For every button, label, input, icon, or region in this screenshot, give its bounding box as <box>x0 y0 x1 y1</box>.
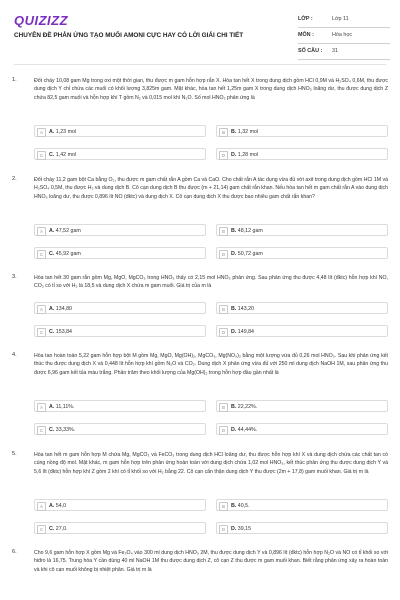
meta-row-question-count <box>298 44 390 60</box>
option-letter: A <box>37 128 46 137</box>
option-label: C. <box>49 328 55 335</box>
option-label: D. <box>231 250 237 257</box>
question-number: 3. <box>12 274 17 280</box>
meta-row-subject <box>298 28 390 44</box>
option-letter: A <box>37 403 46 412</box>
question-number: 5. <box>12 451 17 457</box>
option-letter: B <box>219 128 228 137</box>
question-stem: Hòa tan hết 30 gam rắn gồm Mg, MgO, MgCO₃ trong HNO₃ thấy có 2,15 mol HNO₃ phản ứng. Sau phản ứng thu được 4,48 lít (đktc) hỗn hợp khí NO, CO₂ có tỉ so với H₂ là 18,5 và dung dịch X chứa m gam muối. Giá trị của m là <box>34 275 388 290</box>
option-c[interactable] <box>34 148 206 160</box>
header-divider <box>14 64 386 65</box>
meta-key: MÔN : <box>298 32 314 38</box>
question-stem: Đốt cháy 10,08 gam Mg trong oxi một thời gian, thu được m gam hỗn hợp rắn X. Hòa tan hết X trong dung dịch gồm HCl 0,9M và H₂SO₄ 0,6M, thu được dung dịch Y chỉ chứa các muối có khối lượng 3,825m gam. Mặt khác, hòa tan hết 1,25m gam X trong dung dịch HNO₃ loãng dư, thu được dung dịch Z chứa 82,5 gam muối và hỗn hợp khí T gồm N₂ và 0,015 mol khí N₂O. Số mol HNO₃ phản ứng là <box>34 78 388 101</box>
meta-row-class <box>298 12 390 28</box>
option-value: 33,33%. <box>55 426 76 433</box>
quizizz-logo: QUIZIZZ <box>14 13 69 28</box>
option-value: 1,23 mol <box>55 128 77 135</box>
question-number: 2. <box>12 176 17 182</box>
meta-value: Hóa học <box>332 32 353 38</box>
option-letter: C <box>37 151 46 160</box>
option-letter: D <box>219 328 228 337</box>
option-label: C. <box>49 250 55 257</box>
option-label: C. <box>49 426 55 433</box>
option-letter: B <box>219 403 228 412</box>
option-label: B. <box>231 403 237 410</box>
option-label: C. <box>49 151 55 158</box>
question-stem: Hòa tan hoàn toàn 5,22 gam hỗn hợp bột M gồm Mg, MgO, Mg(OH)₂, MgCO₃, Mg(NO₃)₂ bằng một lượng vừa đủ 0,26 mol HNO₃. Sau khi phản ứng kết thúc thu được dung dịch X và 0,448 lít hỗn hợp khí gồm N₂O và CO₂. Dung dịch X phản ứng vừa đủ với 250 ml dung dịch NaOH 1M, sau phản ứng thu được 6,96 gam kết tủa màu trắng. Phần trăm theo khối lượng của Mg(OH)₂ trong hỗn hợp đầu gần nhất là <box>34 353 388 376</box>
option-letter: D <box>219 250 228 259</box>
option-value: 1,32 mol <box>237 128 259 135</box>
option-letter: C <box>37 426 46 435</box>
option-d[interactable] <box>216 148 388 160</box>
option-value: 54,0 <box>55 502 67 509</box>
option-value: 40,5. <box>237 502 250 509</box>
option-letter: B <box>219 305 228 314</box>
option-a[interactable] <box>34 400 206 412</box>
option-label: B. <box>231 227 237 234</box>
meta-key: LỚP : <box>298 16 313 22</box>
option-letter: A <box>37 227 46 236</box>
option-label: D. <box>231 525 237 532</box>
option-letter: A <box>37 305 46 314</box>
option-value: 50,72 gam <box>237 250 263 257</box>
option-value: 1,28 mol <box>237 151 259 158</box>
option-label: A. <box>49 403 55 410</box>
worksheet-title: CHUYÊN ĐỀ PHẢN ỨNG TẠO MUỐI AMONI CỰC HAY CÓ LỜI GIẢI CHI TIẾT <box>14 32 244 39</box>
option-value: 27,0. <box>55 525 68 532</box>
question-number: 4. <box>12 352 17 358</box>
option-a[interactable] <box>34 125 206 137</box>
option-c[interactable] <box>34 325 206 337</box>
option-label: A. <box>49 128 55 135</box>
option-letter: C <box>37 250 46 259</box>
option-letter: A <box>37 502 46 511</box>
option-letter: B <box>219 502 228 511</box>
option-value: 143,20 <box>237 305 254 312</box>
option-value: 39,15 <box>237 525 252 532</box>
option-label: C. <box>49 525 55 532</box>
meta-value: 31 <box>332 48 338 54</box>
option-value: 134,80 <box>55 305 72 312</box>
option-b[interactable] <box>216 125 388 137</box>
option-b[interactable] <box>216 400 388 412</box>
question-number: 6. <box>12 549 17 555</box>
option-value: 153,84 <box>55 328 72 335</box>
option-letter: D <box>219 525 228 534</box>
option-a[interactable] <box>34 224 206 236</box>
option-value: 1,42 mol <box>55 151 77 158</box>
option-label: A. <box>49 305 55 312</box>
option-value: 47,52 gam <box>55 227 81 234</box>
option-b[interactable] <box>216 224 388 236</box>
option-value: 149,84 <box>237 328 254 335</box>
option-label: D. <box>231 328 237 335</box>
option-c[interactable] <box>34 522 206 534</box>
meta-value: Lớp 11 <box>332 16 349 22</box>
option-letter: C <box>37 525 46 534</box>
option-a[interactable] <box>34 302 206 314</box>
option-label: D. <box>231 151 237 158</box>
option-letter: C <box>37 328 46 337</box>
option-label: A. <box>49 502 55 509</box>
option-letter: D <box>219 426 228 435</box>
option-c[interactable] <box>34 247 206 259</box>
option-letter: D <box>219 151 228 160</box>
option-b[interactable] <box>216 302 388 314</box>
option-value: 22,22%. <box>237 403 258 410</box>
option-a[interactable] <box>34 499 206 511</box>
question-stem: Hòa tan hết m gam hỗn hợp M chứa Mg, MgCO₃ và FeCO₃ trong dung dịch HCl loãng dư, thu được hỗn hợp khí X và dung dịch chứa các chất tan có cùng nồng độ mol. Mặt khác, m gam hỗn hợp trên phản ứng hoàn toàn với dung dịch chứa 1,02 mol HNO₃, kết thúc phản ứng thu được dung dịch Y và 5,6 lít (đktc) hỗn hợp khí Z gồm 2 khí có tỉ khối so với H₂ bằng 22. Cô cạn cẩn thận dung dịch Y thu được (2m + 17,8) gam muối khan. Giá trị m là <box>34 452 388 475</box>
option-value: 45,92 gam <box>55 250 81 257</box>
option-label: D. <box>231 426 237 433</box>
worksheet-header <box>0 0 400 64</box>
option-b[interactable] <box>216 499 388 511</box>
question-number: 1. <box>12 77 17 83</box>
question-stem: Cho 9,6 gam hỗn hợp X gồm Mg và Fe₃O₄ vào 300 ml dung dịch HNO₃ 2M, thu được dung dịch Y và 0,896 lít (đktc) hỗn hợp N₂O và NO có tỉ khối so với hiđro là 16,75. Trung hòa Y cần dùng 40 ml NaOH 1M thu được dung dịch Z, cô cạn Z thu được m gam muối khan. Biết rằng phản ứng xảy ra hoàn toàn và khi cô cạn muối không bị nhiệt phân. Giá trị m là <box>34 550 388 573</box>
option-value: 44,44%. <box>237 426 258 433</box>
option-label: B. <box>231 305 237 312</box>
worksheet-meta <box>298 12 390 60</box>
option-label: B. <box>231 128 237 135</box>
question-stem: Đốt cháy 11,2 gam bột Ca bằng O₂, thu được m gam chất rắn A gồm Ca và CaO. Cho chất rắn A tác dụng vừa đủ với axit trong dung dịch gồm HCl 1M và H₂SO₄ 0,5M, thu được H₂ và dung dịch B. Cô cạn dung dịch B thu được (m + 21,14) gam chất rắn khan. Nếu hòa tan hết m gam chất rắn A vào dung dịch HNO₃ loãng dư, thu được 0,896 lít NO (đktc) và dung dịch X. Cô cạn dung dịch X thu được bao nhiêu gam chất rắn khan? <box>34 177 388 200</box>
option-label: A. <box>49 227 55 234</box>
option-d[interactable] <box>216 423 388 435</box>
option-label: B. <box>231 502 237 509</box>
meta-key: SỐ CÂU : <box>298 48 323 54</box>
option-d[interactable] <box>216 325 388 337</box>
option-value: 11,11%. <box>55 403 75 410</box>
option-c[interactable] <box>34 423 206 435</box>
option-letter: B <box>219 227 228 236</box>
option-d[interactable] <box>216 247 388 259</box>
option-d[interactable] <box>216 522 388 534</box>
option-value: 48,12 gam <box>237 227 263 234</box>
